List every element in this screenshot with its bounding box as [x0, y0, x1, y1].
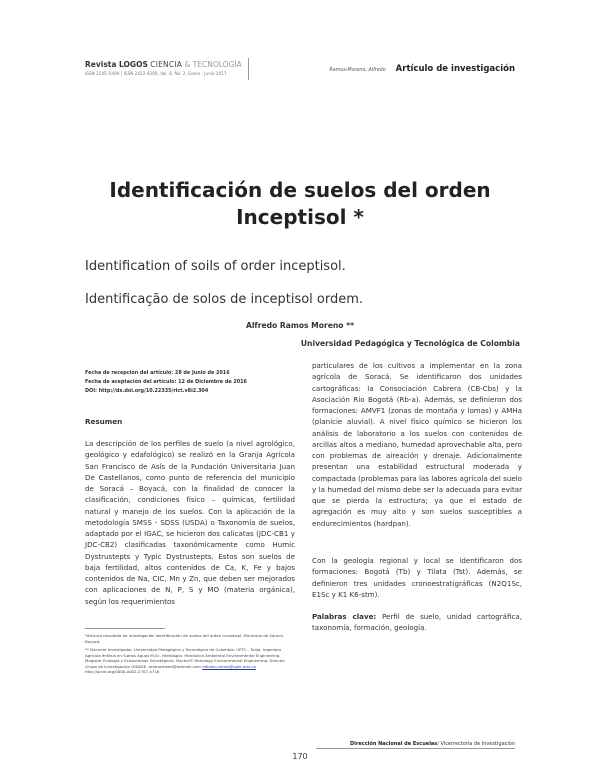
footer-direction	[350, 741, 515, 747]
footnote-divider	[85, 628, 165, 629]
running-authors: Ramos-Moreno, Alfredo	[329, 68, 386, 73]
title-english: Identification of soils of order inceptisol.	[85, 259, 346, 274]
article-title: Identificación de suelos del orden Inceptisol *	[109, 178, 491, 229]
journal-name-science: CIENCIA	[150, 60, 183, 69]
abstract-text-left: La descripción de los perfiles de suelo (a nivel agrológico, geológico y edafológico) se realizó en la Granja Agrícola San Francisco de Asís de la Fundación Universitaria Juan De Castellanos, como punto de referencia del municipio de Soracá – Boyacá, con la finalidad de conocer la clasificación, condiciones físico – químicas, fertilidad natural y manejo de los suelos. Con la aplicación de la metodología SMSS - SDSS (USDA) o Taxonomía de suelos, adaptado por el IGAC, se hicieron dos calicatas (JDC-CB1 y JDC-CB2) clasificadas taxonómicamente como Humic Dystrustepts y Typic Dystrustepts. Estos son suelos de baja fertilidad, altos contenidos de Ca, K, Fe y bajos contenidos de Na, CIC, Mn y Zn, que deben ser mejorados con aplicaciones de N, P, S y MO (materia orgánica), según los requerimientos	[85, 439, 295, 606]
article-dates	[85, 369, 300, 396]
header-divider	[248, 58, 249, 80]
footer-rule	[316, 748, 515, 749]
article-type: Artículo de investigación	[395, 64, 515, 74]
orcid-link[interactable]: http://orcid.org/0000-0002-2707-4716	[85, 669, 160, 675]
footer-direction-rest: / Vicerrectoría de Investigación	[437, 741, 515, 747]
accepted-date: Fecha de aceptación del artículo: 12 de Diciembre de 2016	[85, 379, 247, 385]
author-name: Alfredo Ramos Moreno **	[245, 321, 355, 330]
page-number: 170	[292, 752, 308, 761]
received-date: Fecha de recepción del artículo: 28 de Junio de 2016	[85, 370, 230, 376]
footnote-2	[85, 647, 290, 675]
journal-header	[85, 60, 242, 76]
running-header	[329, 64, 515, 74]
title-portuguese: Identificação de solos de inceptisol ordem.	[85, 292, 364, 307]
author-affiliation: Universidad Pedagógica y Tecnológica de Colombia	[300, 339, 520, 348]
footer-direction-bold: Dirección Nacional de Escuelas	[350, 741, 438, 747]
keywords-list: Perfil de suelo, unidad cartográfica, taxonomía, formación, geología.	[312, 612, 522, 633]
journal-name-bold: Revista LOGOS	[85, 60, 148, 69]
footnote-2-text: ** Docente Investigador. Universidad Pedagógica y Tecnológica de Colombia. UPTC - Tunja. Ingeniero Agrícola énfasis en Suelos Aguas M.Sc. Hidrología. Hidráulica Ambiental Environmental Engineering. Magister Ecología y Ecosistemas Estratégicos. Doctor© Hidrology Environmental Engineering. Director Grupo de Investigación GIDASE. aramosheed@hotmail.com	[85, 647, 286, 669]
keywords-label: Palabras clave:	[312, 612, 377, 621]
journal-name	[85, 60, 242, 69]
doi[interactable]: DOI: http://dx.doi.org/10.22335/rlct.v8i2.304	[85, 388, 209, 394]
abstract-heading: Resumen	[85, 417, 123, 426]
keywords	[312, 611, 522, 634]
abstract-text-geology: Con la geología regional y local se identificaron dos formaciones: Bogotá (Tb) y Tilata (Tst). Además, se definieron tres unidades cronoestratigráficas (N2Q1Sc, E1Sc y K1 K6-stm).	[312, 556, 522, 599]
journal-issn: ISSN 2145–549X | ISSN 2422-4200, Vol. 8, No. 2, Enero - Junio 2017	[85, 71, 227, 76]
footnote-1: *Artículo resultado de investigación identificación de suelos del orden inceptisol. Municipio de Soracá, Boyacá.	[85, 633, 284, 644]
journal-name-technology: & TECNOLOGÍA	[184, 60, 242, 69]
abstract-text-right: particulares de los cultivos a implementar en la zona agrícola de Soracá. Se identificaron dos unidades cartográficas: la Consociación Cabrera (CB-Cbs) y la Asociación Río Bogotá (Rb-a). Además, se definieron dos formaciones: AMVF1 (zonas de montaña y lomas) y AMHa (planicie aluvial). A nivel físico químico se hicieron los análisis de laboratorio a los suelos con contenidos de arcillas altos a mediano, humedad aprovechable alta, pero con problemas de aireación y drenaje. Adicionalmente presentan una estabilidad estructural moderada y compactada (problemas para las labores agrícola del suelo y la humedad del mismo debe ser la adecuada para evitar que se pierda la estructura; ya que el estado de agregación es muy alto y son suelos susceptibles a endurecimientos (hardpan).	[312, 361, 522, 528]
author-email-link[interactable]: alfredo.ramos@uptc.edu.co	[202, 663, 256, 669]
